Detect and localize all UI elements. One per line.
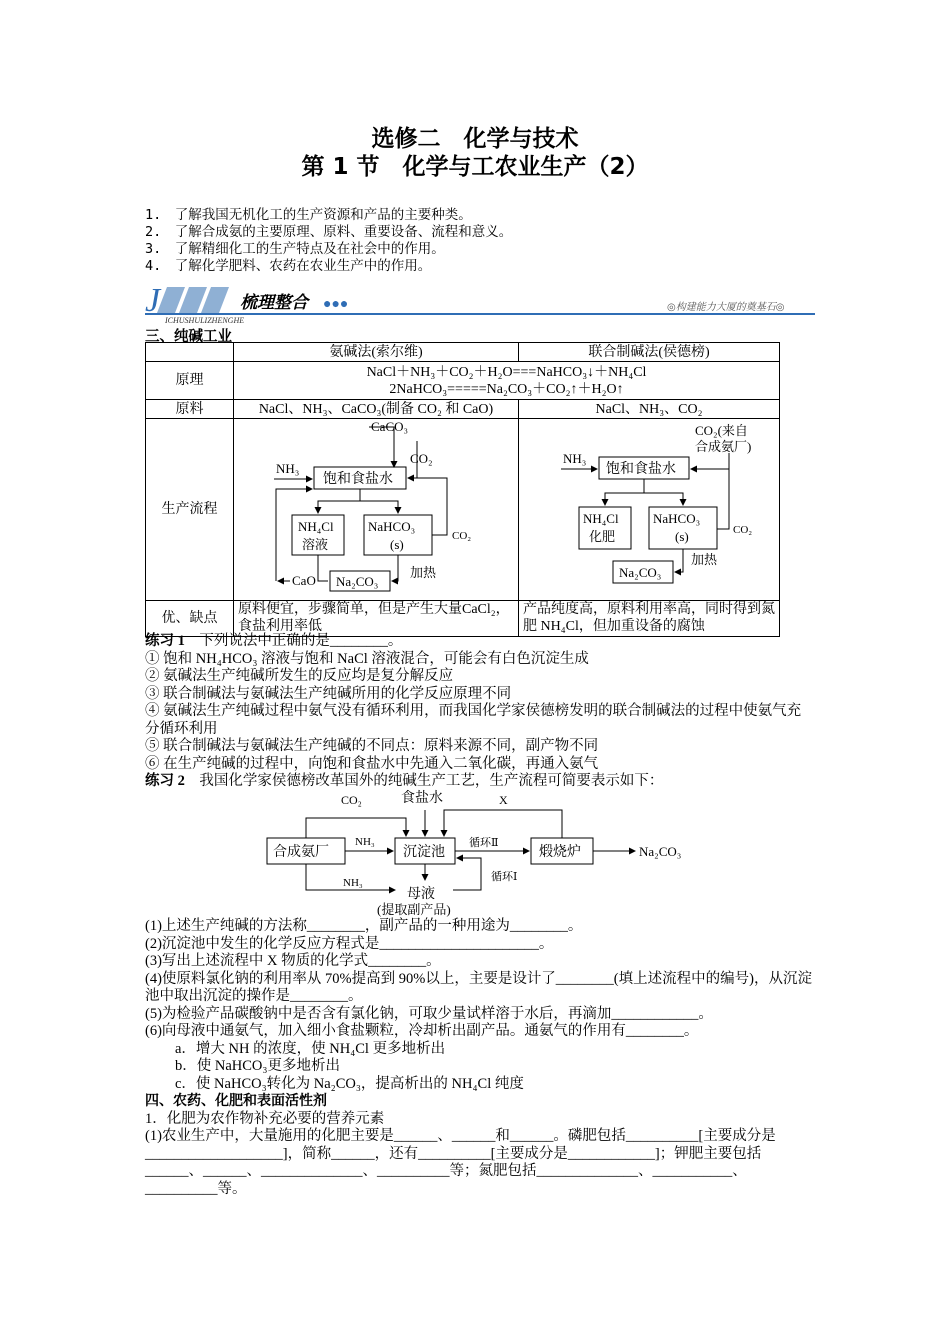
arrow-x — [444, 810, 562, 838]
table-row — [146, 419, 780, 601]
banner-slogan: ◎构建能力大厦的奠基石◎ — [667, 302, 785, 313]
ex1-item: ⑤ 联合制碱法与氨碱法生产纯碱的不同点：原料来源不同，副产物不同 — [145, 738, 599, 754]
lbl-loop1: 循环Ⅰ — [491, 871, 518, 883]
ex1-stem: 下列说法中正确的是________。 — [199, 633, 403, 649]
equation-2: 2NaHCO₃=====Na₂CO₃＋CO₂↑＋H₂O↑ — [389, 381, 624, 397]
section-heading-4: 四、农药、化肥和表面活性剂 — [145, 1093, 327, 1109]
ex2-question: (3)写出上述流程中 X 物质的化学式________。 — [145, 953, 441, 969]
objective-2: 2. 了解合成氨的主要原理、原料、重要设备、流程和意义。 — [145, 224, 513, 240]
lbl-heat: 加热 — [691, 552, 718, 567]
arrow-to-nahco3 — [360, 501, 398, 513]
ex2-question: (4)使原料氯化钠的利用率从 70%提高到 90%以上，主要是设计了________(填上述流程中的编号)，从沉淀池中取出沉淀的操作是________。 — [145, 970, 812, 1004]
arrow-co2-recycle — [717, 469, 729, 529]
lbl-nh3: NH₃ — [563, 451, 587, 466]
material-solvay: NaCl、NH₃、CaCO₃(制备 CO₂ 和 CaO) — [234, 400, 519, 419]
material-hou: NaCl、NH₃、CO₂ — [519, 400, 780, 419]
flow-hou-diagram — [519, 419, 779, 595]
table-corner — [146, 343, 234, 362]
lbl-ammonia-plant: 合成氨厂 — [273, 845, 329, 860]
table-row — [146, 362, 780, 400]
ex2-question: (5)为检验产品碳酸钠中是否含有氯化钠，可取少量试样溶于水后，再滴加____________。 — [145, 1005, 713, 1022]
lbl-nahco3-2: (s) — [675, 529, 689, 544]
ex1-item: ⑥ 在生产纯碱的过程中，向饱和食盐水中先通入二氧化碳，再通入氨气 — [145, 755, 599, 772]
arrow-heat — [392, 555, 398, 581]
ex1-item: ② 氨碱法生产纯碱所发生的反应均是复分解反应 — [145, 668, 454, 684]
row-label-material: 原料 — [146, 400, 234, 419]
arrow-nh4cl-cao — [318, 555, 328, 581]
lbl-byproduct: (提取副产品) — [377, 902, 451, 917]
ex2-option: b．使 NaHCO₃更多地析出 — [175, 1058, 340, 1074]
lbl-heat: 加热 — [410, 565, 437, 580]
ex2-question: (6)向母液中通氨气，加入细小食盐颗粒，冷却析出副产品。通氨气的作用有________。 — [145, 1023, 699, 1039]
banner-title: 梳理整合 — [240, 293, 308, 312]
section-banner — [145, 283, 815, 323]
lbl-nh4cl-2: 化肥 — [589, 529, 616, 544]
lbl-loop2: 循环Ⅱ — [469, 837, 499, 849]
exercise-1 — [145, 633, 810, 791]
page-title: 选修二 化学与技术 — [371, 126, 579, 152]
lbl-nahco3-2: (s) — [390, 537, 404, 552]
s4-text: (1)农业生产中，大量施用的化肥主要是______、______和______。磷肥包括__________[主要成分是___________________]，简称______，还有__________[主要成分是____________]；钾肥主要包括______、______、______________、__________等；氮肥包括______________、___________、__________等。 — [145, 1128, 776, 1197]
lbl-cao: CaO — [292, 573, 316, 588]
lbl-co2-side: CO₂ — [733, 524, 753, 536]
page-subtitle: 第 1 节 化学与工农业生产（2） — [301, 154, 649, 180]
lbl-nahco3-1: NaHCO₃ — [653, 511, 701, 526]
arrow-to-nh4cl — [318, 489, 360, 513]
ex2-option: c．使 NaHCO₃转化为 Na₂CO₃，提高析出的 NH₄Cl 纯度 — [175, 1075, 524, 1092]
lbl-caco3: CaCO₃ — [371, 419, 409, 434]
lbl-mother: 母液 — [407, 887, 435, 902]
s4-subheading: 1．化肥为农作物补充必要的营养元素 — [145, 1110, 385, 1127]
table-header-row — [146, 343, 780, 362]
lbl-na2co3: Na₂CO₃ — [336, 574, 379, 589]
lbl-nh3-b: NH₃ — [343, 877, 363, 889]
lbl-co2-side: CO₂ — [452, 530, 472, 542]
ex1-item: ④ 氨碱法生产纯碱过程中氨气没有循环利用，而我国化学家侯德榜发明的联合制碱法的过程中使氨气充分循环利用 — [145, 703, 802, 737]
arrow-to-nh4cl — [605, 479, 644, 505]
ex1-item: ① 饱和 NH₄HCO₃ 溶液与饱和 NaCl 溶液混合，可能会有白色沉淀生成 — [145, 650, 589, 667]
objective-1: 1. 了解我国无机化工的生产资源和产品的主要种类。 — [145, 207, 472, 223]
ex2-label: 练习 2 — [145, 773, 185, 789]
section-heading-3: 三、纯碱工业 — [145, 329, 232, 345]
ex1-label: 练习 1 — [145, 633, 185, 649]
lbl-brine: 饱和食盐水 — [323, 472, 393, 487]
arrow-cao-nh3 — [276, 489, 312, 581]
row-label-flow: 生产流程 — [146, 419, 234, 601]
lbl-na2co3: Na₂CO₃ — [619, 565, 662, 580]
pros-solvay: 原料便宜，步骤简单，但是产生大量CaCl₂，食盐利用率低 — [234, 601, 519, 637]
lbl-co2: CO₂ — [410, 451, 433, 466]
table-row — [146, 601, 780, 637]
ex2-flow-diagram — [255, 788, 715, 918]
principle-cell — [234, 362, 780, 400]
lbl-x: X — [499, 793, 508, 807]
soda-comparison-table — [145, 342, 780, 637]
col-head-solvay: 氨碱法(索尔维) — [234, 343, 519, 362]
objective-4: 4. 了解化学肥料、农药在农业生产中的作用。 — [145, 258, 432, 274]
lbl-co2-2: 合成氨厂) — [695, 439, 752, 454]
ex2-stem: 我国化学家侯德榜改革国外的纯碱生产工艺，生产流程可简要表示如下： — [199, 773, 664, 789]
flow-hou-cell — [519, 419, 780, 601]
lbl-nh4cl-1: NH₄Cl — [298, 519, 334, 534]
banner-dots: ●●● — [323, 297, 349, 312]
lbl-co2-1: CO₂(来自 — [695, 423, 748, 438]
ex2-question: (2)沉淀池中发生的化学反应方程式是______________________。 — [145, 935, 554, 952]
banner-pinyin: ICHUSHULIZHENGHE — [165, 316, 245, 323]
ex2-question: (1)上述生产纯碱的方法称________，副产品的一种用途为________。 — [145, 918, 583, 934]
row-label-pros: 优、缺点 — [146, 601, 234, 637]
ex2-option: a．增大 NH 的浓度，使 NH₄Cl 更多地析出 — [175, 1040, 446, 1057]
table-row — [146, 400, 780, 419]
row-label-principle: 原理 — [146, 362, 234, 400]
lbl-nh3: NH₃ — [276, 461, 300, 476]
flow-solvay-diagram — [234, 419, 518, 595]
lbl-nh3-a: NH₃ — [355, 836, 375, 848]
arrow-co2 — [306, 818, 406, 838]
arrow-heat — [675, 549, 683, 572]
lbl-na2co3: Na₂CO₃ — [639, 844, 682, 859]
exercise-2-questions — [145, 918, 815, 1198]
pros-hou: 产品纯度高，原料利用率高，同时得到氮肥 NH₄Cl，但加重设备的腐蚀 — [519, 601, 780, 637]
lbl-brine: 饱和食盐水 — [606, 462, 676, 477]
arrow-to-nahco3 — [644, 493, 683, 505]
lbl-nahco3-1: NaHCO₃ — [368, 519, 416, 534]
lbl-co2: CO₂ — [341, 793, 362, 807]
lbl-nh4cl-1: NH₄Cl — [583, 511, 619, 526]
lbl-brine: 食盐水 — [401, 791, 443, 806]
lbl-furnace: 煅烧炉 — [539, 845, 581, 860]
arrow-loop1 — [453, 858, 481, 890]
ex1-item: ③ 联合制碱法与氨碱法生产纯碱所用的化学反应原理不同 — [145, 685, 512, 702]
lbl-nh4cl-2: 溶液 — [302, 537, 329, 552]
objective-3: 3. 了解精细化工的生产特点及在社会中的作用。 — [145, 241, 445, 257]
lbl-tank: 沉淀池 — [403, 845, 445, 860]
arrow-co2-in — [691, 453, 729, 469]
banner-graphic — [145, 283, 815, 323]
banner-logo-letter: J — [145, 283, 161, 319]
equation-1: NaCl＋NH₃＋CO₂＋H₂O===NaHCO₃↓＋NH₄Cl — [366, 364, 647, 380]
col-head-hou: 联合制碱法(侯德榜) — [519, 343, 780, 362]
flow-solvay-cell — [234, 419, 519, 601]
